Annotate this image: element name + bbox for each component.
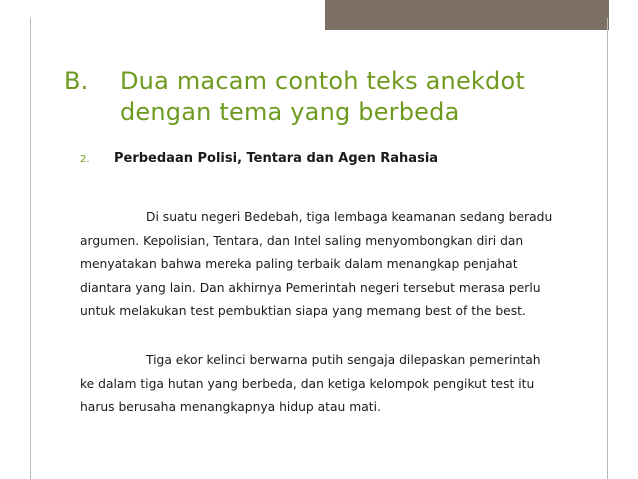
title-marker: B. — [64, 67, 89, 95]
paragraph-line: diantara yang lain. Dan akhirnya Pemerintah negeri tersebut merasa perlu — [80, 280, 541, 295]
title-line-1: Dua macam contoh teks anekdot — [120, 67, 525, 95]
paragraph-1 — [80, 206, 590, 324]
title-line-2: dengan tema yang berbeda — [120, 98, 460, 126]
subheading-number: 2. — [80, 154, 90, 165]
paragraph-line: argumen. Kepolisian, Tentara, dan Intel saling menyombongkan diri dan — [80, 233, 524, 248]
subheading — [80, 150, 600, 169]
paragraph-2 — [80, 349, 590, 420]
paragraph-line: Tiga ekor kelinci berwarna putih sengaja dilepaskan pemerintah — [146, 353, 541, 367]
paragraph-line: ke dalam tiga hutan yang berbeda, dan ketiga kelompok pengikut test itu — [80, 376, 535, 391]
paragraph-line: harus berusaha menangkapnya hidup atau mati. — [80, 400, 381, 414]
subheading-text: Perbedaan Polisi, Tentara dan Agen Rahasia — [114, 151, 439, 166]
slide-title — [64, 66, 604, 128]
paragraph-line: untuk melakukan test pembuktian siapa yang memang best of the best. — [80, 304, 526, 318]
paragraph-line: menyatakan bahwa mereka paling terbaik dalam menangkap penjahat — [80, 257, 518, 271]
paragraph-line: Di suatu negeri Bedebah, tiga lembaga keamanan sedang beradu — [146, 210, 553, 224]
